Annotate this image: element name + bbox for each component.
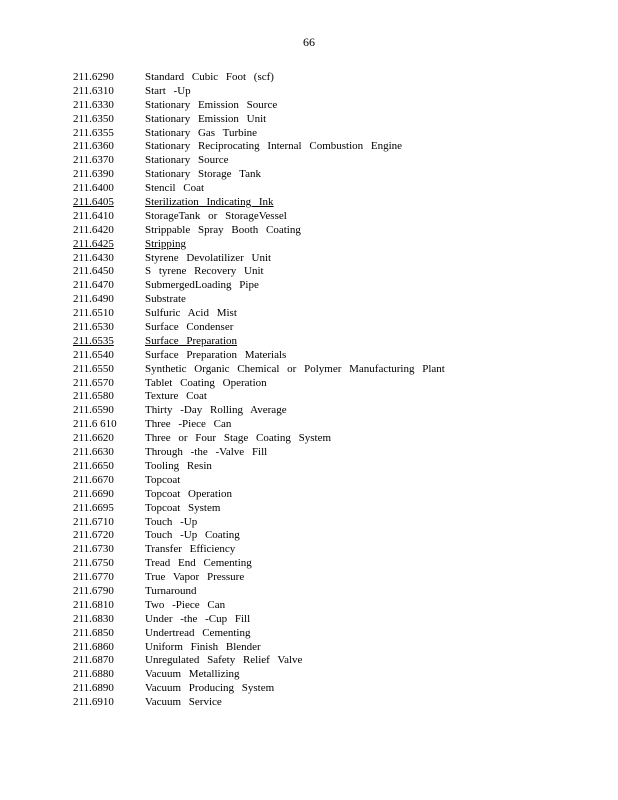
list-item <box>0 474 618 488</box>
list-item <box>0 599 618 613</box>
section-number: 211.6670 <box>73 473 114 486</box>
section-number: 211.6490 <box>73 293 114 306</box>
section-number: 211.6860 <box>73 640 114 653</box>
list-item <box>0 321 618 335</box>
section-number: 211.6535 <box>73 334 114 347</box>
list-item <box>0 627 618 641</box>
defined-term: Thirty -Day Rolling Average <box>145 404 287 417</box>
list-item <box>0 377 618 391</box>
section-number: 211.6355 <box>73 126 114 139</box>
defined-term: Three or Four Stage Coating System <box>145 432 332 445</box>
section-number: 211.6405 <box>73 196 114 209</box>
defined-term: Stripping <box>145 237 186 250</box>
list-item <box>0 210 618 224</box>
section-number: 211.6590 <box>73 404 114 417</box>
list-item <box>0 182 618 196</box>
defined-term: Stencil Coat <box>145 182 205 195</box>
section-number: 211.6330 <box>73 98 114 111</box>
list-item <box>0 390 618 404</box>
defined-term: Touch -Up <box>145 515 198 528</box>
list-item <box>0 682 618 696</box>
list-item <box>0 71 618 85</box>
section-number: 211.6350 <box>73 112 114 125</box>
defined-term: Standard Cubic Foot (scf) <box>145 71 274 83</box>
section-number: 211.6650 <box>73 459 114 472</box>
list-item <box>0 349 618 363</box>
list-item <box>0 265 618 279</box>
section-number: 211.6790 <box>73 584 114 597</box>
defined-term: StorageTank or StorageVessel <box>145 209 287 222</box>
section-number: 211.6880 <box>73 668 114 681</box>
list-item <box>0 654 618 668</box>
defined-term: SubmergedLoading Pipe <box>145 279 259 292</box>
list-item <box>0 418 618 432</box>
section-number: 211.6830 <box>73 612 114 625</box>
section-number: 211.6410 <box>73 209 114 222</box>
defined-term: Tablet Coating Operation <box>145 376 267 389</box>
list-item <box>0 140 618 154</box>
section-number: 211.6620 <box>73 432 114 445</box>
defined-term: Styrene Devolatilizer Unit <box>145 251 272 264</box>
section-number: 211.6850 <box>73 626 114 639</box>
list-item <box>0 335 618 349</box>
section-number: 211.6510 <box>73 307 114 320</box>
defined-term: Vacuum Producing System <box>145 682 275 695</box>
list-item <box>0 252 618 266</box>
definitions-list <box>0 71 618 710</box>
defined-term: Synthetic Organic Chemical or Polymer Manufacturing Plant <box>145 362 445 375</box>
list-item <box>0 502 618 516</box>
defined-term: Stationary Reciprocating Internal Combustion Engine <box>145 140 403 153</box>
section-number: 211.6695 <box>73 501 114 514</box>
list-item <box>0 279 618 293</box>
list-item <box>0 99 618 113</box>
list-item <box>0 543 618 557</box>
section-number: 211.6420 <box>73 223 114 236</box>
defined-term: Stationary Storage Tank <box>145 168 261 181</box>
section-number: 211.6750 <box>73 557 114 570</box>
section-number: 211.6810 <box>73 598 114 611</box>
section-number: 211.6450 <box>73 265 114 278</box>
defined-term: True Vapor Pressure <box>145 571 245 584</box>
defined-term: S tyrene Recovery Unit <box>145 265 264 278</box>
section-number: 211.6425 <box>73 237 114 250</box>
section-number: 211.6 610 <box>73 418 117 431</box>
section-number: 211.6630 <box>73 446 114 459</box>
list-item <box>0 446 618 460</box>
list-item <box>0 363 618 377</box>
defined-term: Sterilization Indicating Ink <box>145 196 274 209</box>
list-item <box>0 432 618 446</box>
defined-term: Surface Preparation <box>145 334 238 347</box>
defined-term: Strippable Spray Booth Coating <box>145 223 301 236</box>
list-item <box>0 529 618 543</box>
section-number: 211.6540 <box>73 348 114 361</box>
defined-term: Tooling Resin <box>145 459 212 472</box>
list-item <box>0 196 618 210</box>
section-number: 211.6360 <box>73 140 114 153</box>
defined-term: Under -the -Cup Fill <box>145 612 251 625</box>
list-item <box>0 488 618 502</box>
section-number: 211.6730 <box>73 543 114 556</box>
defined-term: Undertread Cementing <box>145 626 251 639</box>
list-item <box>0 154 618 168</box>
list-item <box>0 585 618 599</box>
list-item <box>0 224 618 238</box>
list-item <box>0 85 618 99</box>
section-number: 211.6720 <box>73 529 114 542</box>
list-item <box>0 696 618 710</box>
section-number: 211.6290 <box>73 71 114 83</box>
list-item <box>0 516 618 530</box>
defined-term: Transfer Efficiency <box>145 543 236 556</box>
section-number: 211.6550 <box>73 362 114 375</box>
defined-term: Substrate <box>145 293 186 306</box>
defined-term: Turnaround <box>145 584 197 597</box>
section-number: 211.6690 <box>73 487 114 500</box>
defined-term: Stationary Emission Source <box>145 98 278 111</box>
list-item <box>0 641 618 655</box>
defined-term: Stationary Emission Unit <box>145 112 267 125</box>
defined-term: Through -the -Valve Fill <box>145 446 268 459</box>
section-number: 211.6430 <box>73 251 114 264</box>
defined-term: Topcoat <box>145 473 181 486</box>
defined-term: Surface Preparation Materials <box>145 348 287 361</box>
list-item <box>0 668 618 682</box>
section-number: 211.6770 <box>73 571 114 584</box>
defined-term: Uniform Finish Blender <box>145 640 261 653</box>
defined-term: Stationary Source <box>145 154 229 167</box>
list-item <box>0 460 618 474</box>
defined-term: Topcoat System <box>145 501 221 514</box>
defined-term: Vacuum Metallizing <box>145 668 240 681</box>
section-number: 211.6370 <box>73 154 114 167</box>
page-number: 66 <box>303 35 315 49</box>
section-number: 211.6710 <box>73 515 114 528</box>
section-number: 211.6470 <box>73 279 114 292</box>
section-number: 211.6530 <box>73 321 114 334</box>
section-number: 211.6310 <box>73 84 114 97</box>
section-number: 211.6390 <box>73 168 114 181</box>
list-item <box>0 168 618 182</box>
list-item <box>0 238 618 252</box>
section-number: 211.6910 <box>73 696 114 709</box>
section-number: 211.6890 <box>73 682 114 695</box>
defined-term: Stationary Gas Turbine <box>145 126 258 139</box>
defined-term: Two -Piece Can <box>145 598 226 611</box>
section-number: 211.6400 <box>73 182 114 195</box>
defined-term: Sulfuric Acid Mist <box>145 307 237 320</box>
list-item <box>0 127 618 141</box>
defined-term: Start -Up <box>145 84 191 97</box>
list-item <box>0 571 618 585</box>
section-number: 211.6570 <box>73 376 114 389</box>
defined-term: Three -Piece Can <box>145 418 232 431</box>
defined-term: Unregulated Safety Relief Valve <box>145 654 303 667</box>
section-number: 211.6580 <box>73 390 114 403</box>
defined-term: Touch -Up Coating <box>145 529 240 542</box>
list-item <box>0 307 618 321</box>
defined-term: Tread End Cementing <box>145 557 252 570</box>
list-item <box>0 293 618 307</box>
defined-term: Texture Coat <box>145 390 207 403</box>
section-number: 211.6870 <box>73 654 114 667</box>
defined-term: Topcoat Operation <box>145 487 233 500</box>
list-item <box>0 557 618 571</box>
defined-term: Surface Condenser <box>145 321 234 334</box>
list-item <box>0 404 618 418</box>
list-item <box>0 113 618 127</box>
defined-term: Vacuum Service <box>145 696 222 709</box>
list-item <box>0 613 618 627</box>
